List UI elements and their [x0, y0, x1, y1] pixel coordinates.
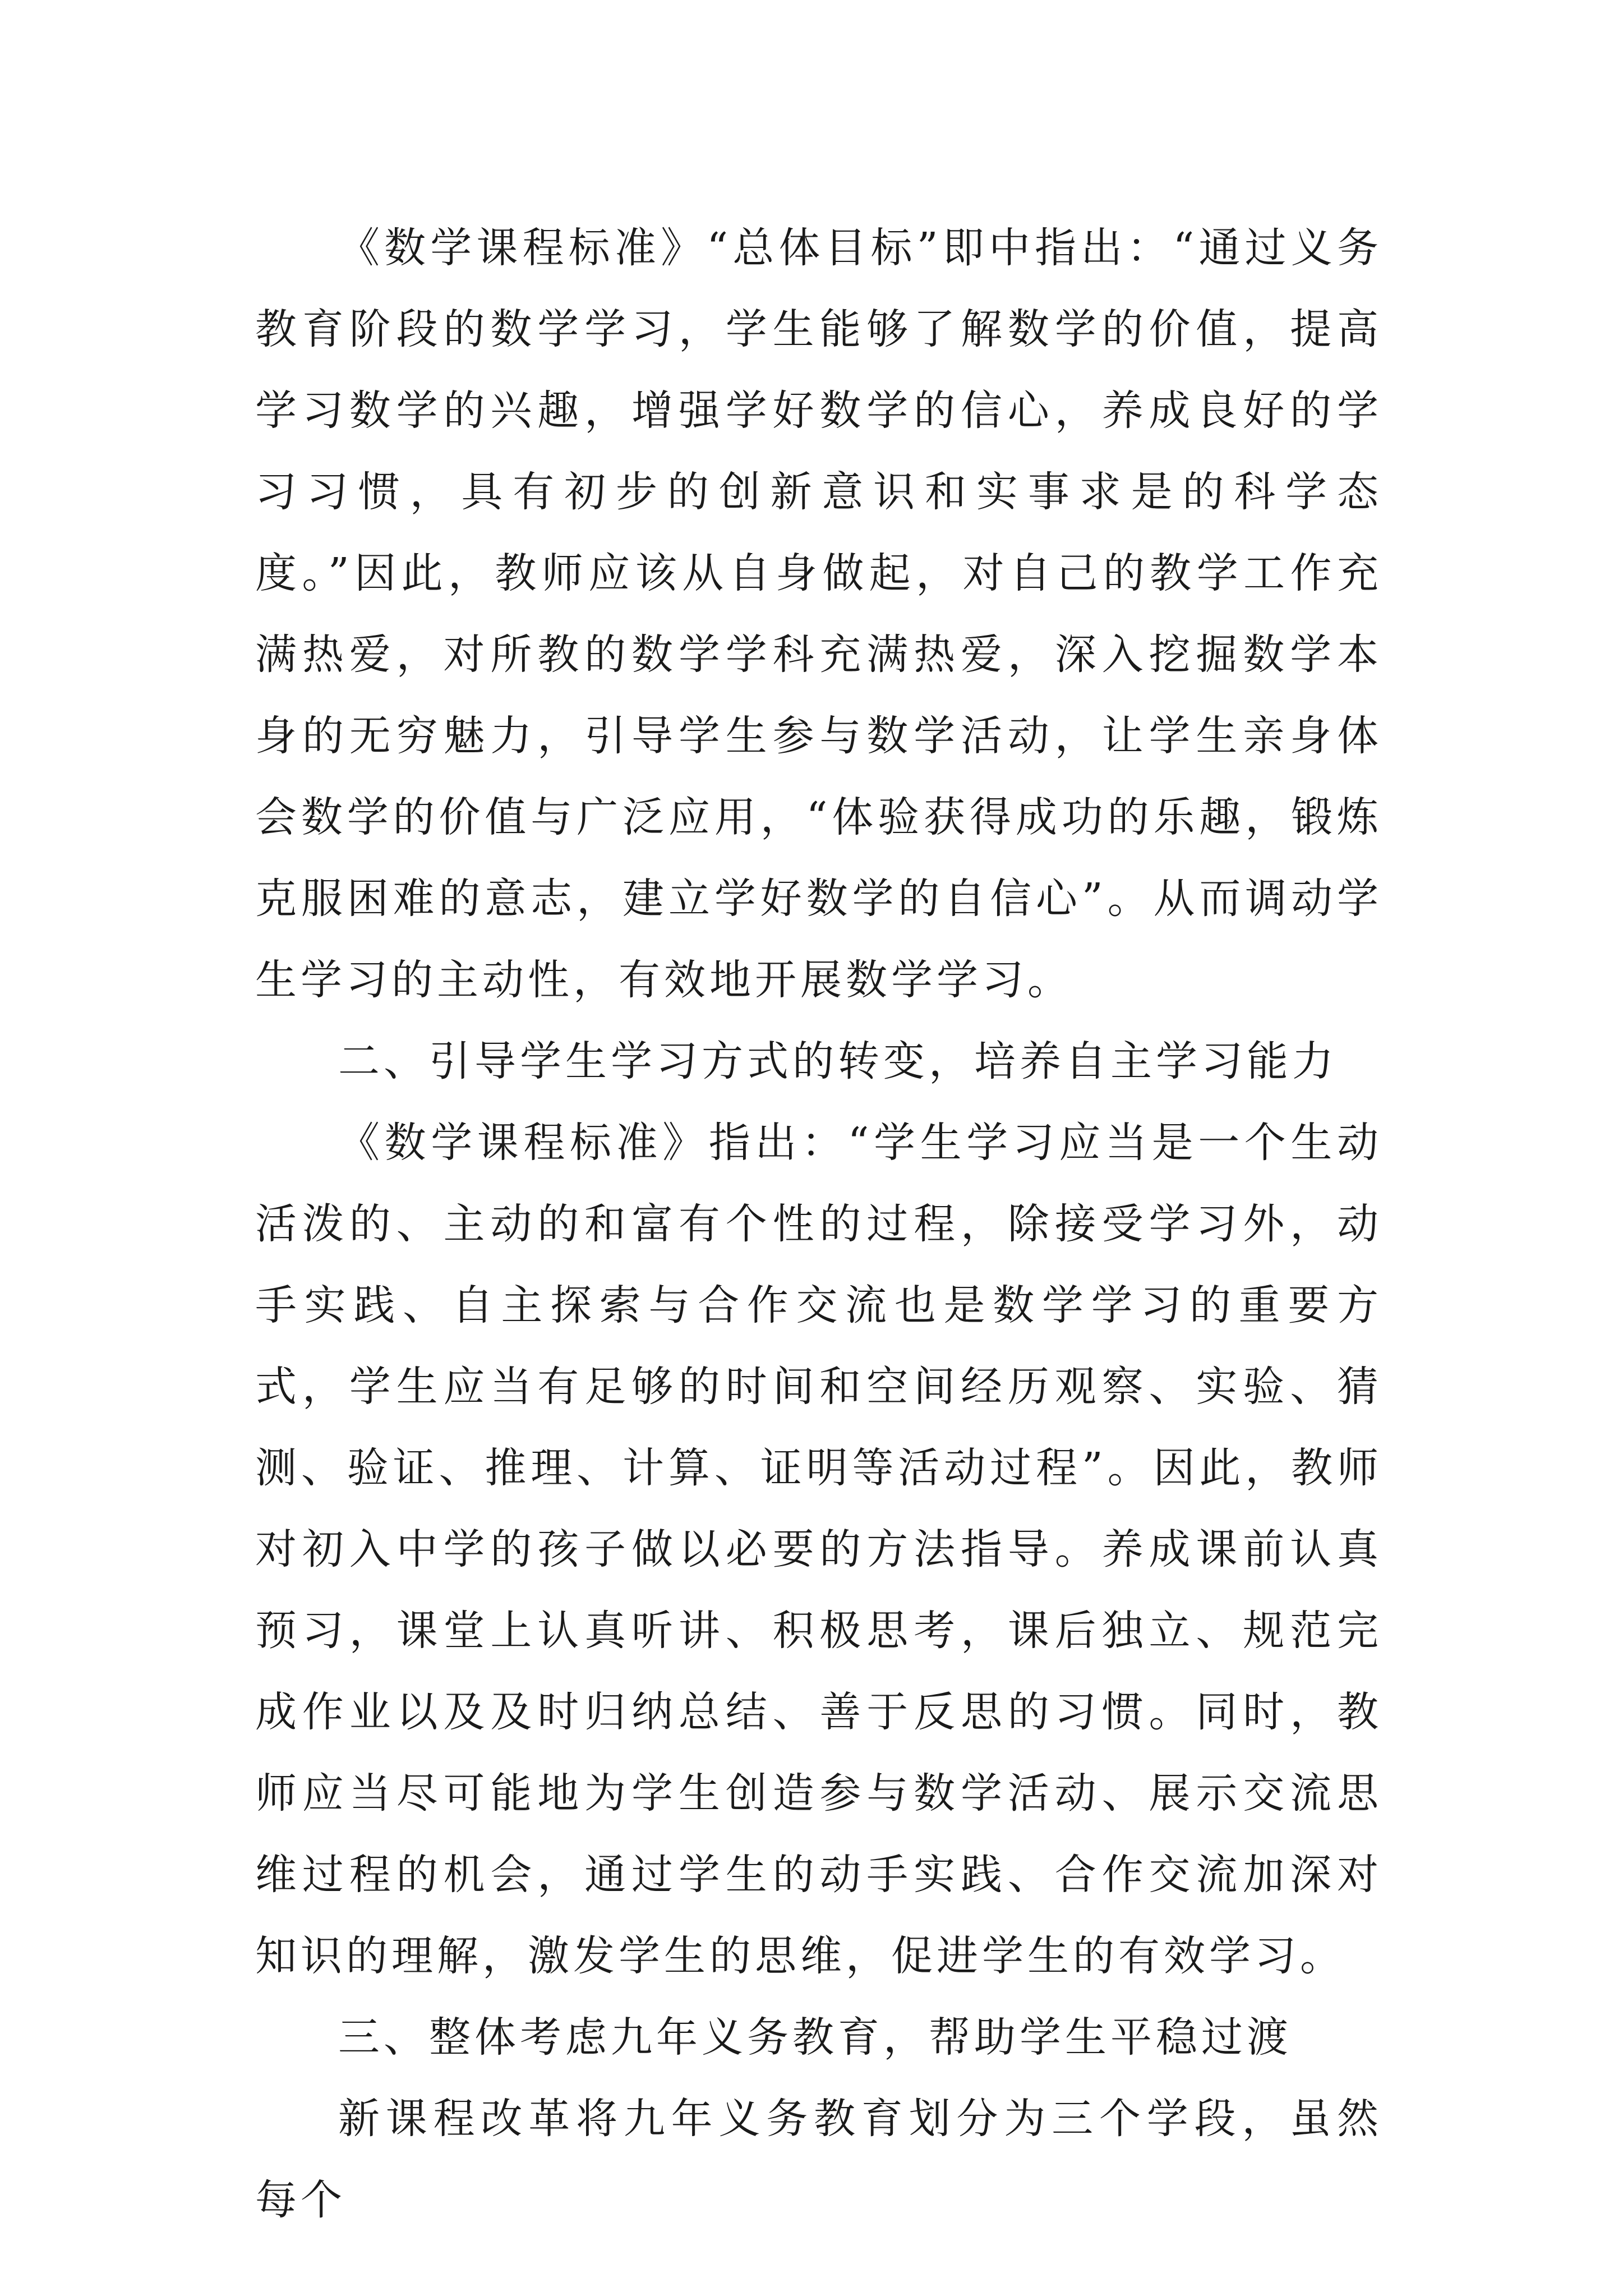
- section-heading-3: 三、整体考虑九年义务教育，帮助学生平稳过渡: [338, 2013, 1292, 2062]
- section-heading-2: 二、引导学生学习方式的转变，培养自主学习能力: [338, 1037, 1338, 1085]
- paragraph-learning-methods: 《数学课程标准》指出：“学生学习应当是一个生动活泼的、主动的和富有个性的过程，除接受学习外，动手实践、自主探索与合作交流也是数学学习的重要方式，学生应当有足够的时间和空间经历观察、实验、猜测、验证、推理、计算、证明等活动过程”。因此，教师对初入中学的孩子做以必要的方法指导。养成课前认真预习，课堂上认真听讲、积极思考，课后独立、规范完成作业以及及时归纳总结、善于反思的习惯。同时，教师应当尽可能地为学生创造参与数学活动、展示交流思维过程的机会，通过学生的动手实践、合作交流加深对知识的理解，激发学生的思维，促进学生的有效学习。: [255, 1119, 1382, 1980]
- paragraph-course-standard-goals: 《数学课程标准》“总体目标”即中指出：“通过义务教育阶段的数学学习，学生能够了解数学的价值，提高学习数学的兴趣，增强学好数学的信心，养成良好的学习习惯，具有初步的创新意识和实事求是的科学态度。”因此，教师应该从自身做起，对自己的教学工作充满热爱，对所教的数学学科充满热爱，深入挖掘数学本身的无穷魅力，引导学生参与数学活动，让学生亲身体会数学的价值与广泛应用，“体验获得成功的乐趣，锻炼克服困难的意志，建立学好数学的自信心”。从而调动学生学习的主动性，有效地开展数学学习。: [255, 224, 1382, 1004]
- paragraph-nine-year-education: 新课程改革将九年义务教育划分为三个学段，虽然每个: [255, 2095, 1382, 2224]
- document-body: [255, 208, 1382, 2241]
